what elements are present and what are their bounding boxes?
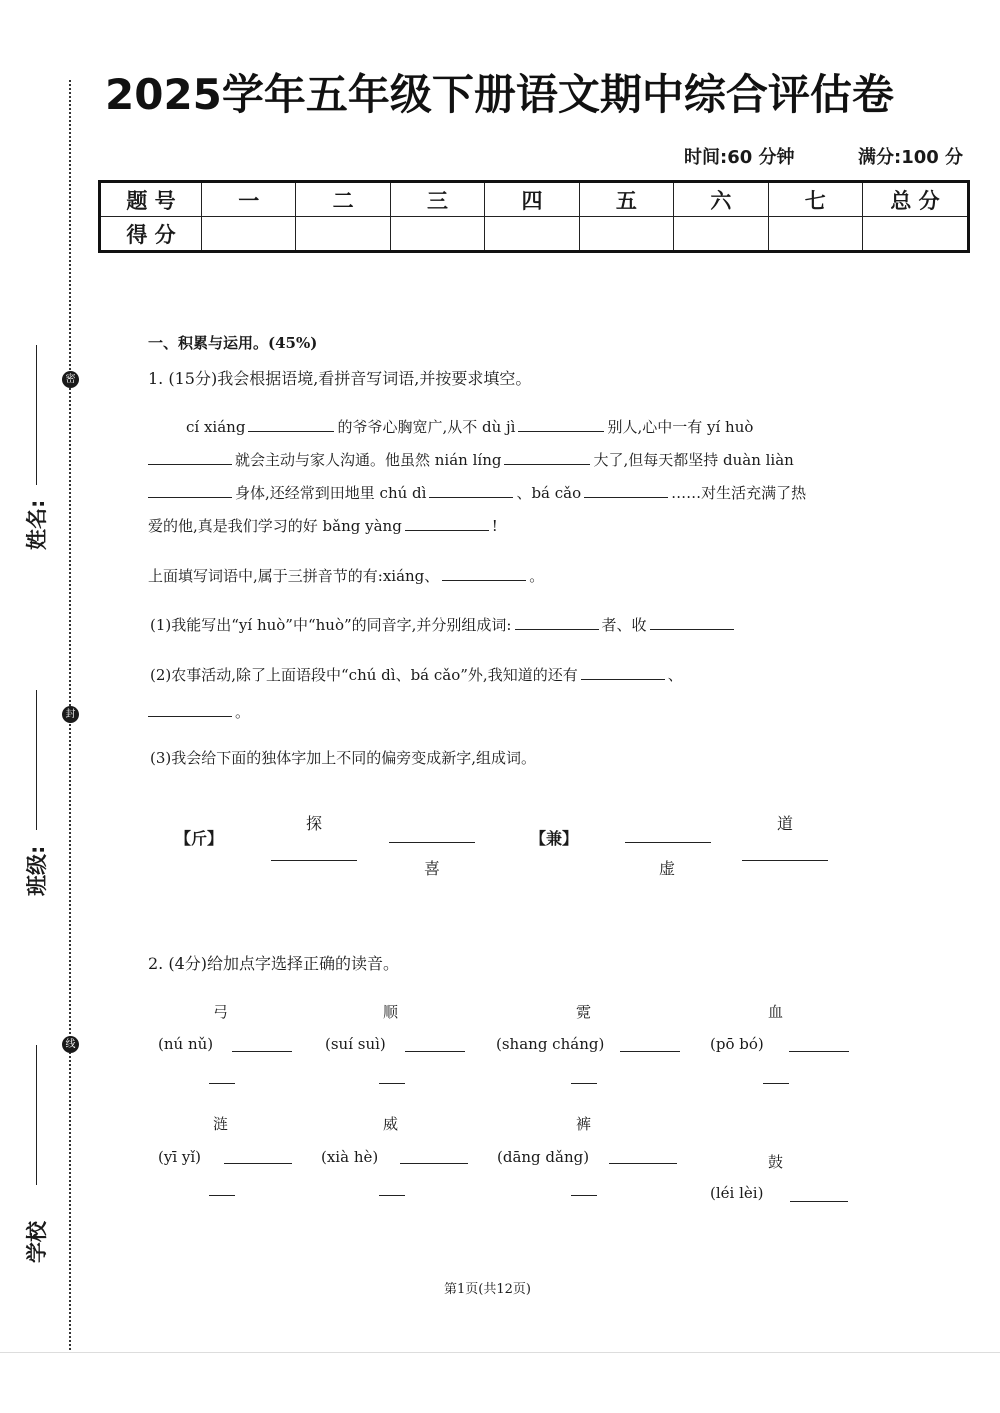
question-text: (2)农事活动,除了上面语段中“chú dì、bá cǎo”外,我知道的还有 xyxy=(150,666,578,684)
q2-options: (shang cháng) xyxy=(496,1035,605,1053)
answer-blank[interactable] xyxy=(405,1051,465,1052)
score-cell[interactable] xyxy=(674,217,768,252)
score-col-1: 一 xyxy=(202,182,296,217)
answer-blank[interactable] xyxy=(742,860,828,861)
question-text: 。 xyxy=(235,703,251,721)
q2-options: (pō bó) xyxy=(710,1035,764,1053)
answer-blank[interactable] xyxy=(271,860,357,861)
answer-blank[interactable] xyxy=(224,1163,292,1164)
question-text: 上面填写词语中,属于三拼音节的有:xiáng、 xyxy=(148,567,440,585)
score-table-score-row xyxy=(100,217,969,252)
page-title: 2025学年五年级下册语文期中综合评估卷 xyxy=(105,70,894,119)
full-score: 满分:100 分 xyxy=(858,147,964,168)
score-col-7: 七 xyxy=(768,182,862,217)
passage-line-4 xyxy=(148,515,498,536)
q2-options: (xià hè) xyxy=(321,1148,379,1166)
answer-blank[interactable] xyxy=(581,665,665,680)
answer-blank[interactable] xyxy=(609,1163,677,1164)
score-col-6: 六 xyxy=(674,182,768,217)
q2-char: 威 xyxy=(383,1115,399,1133)
score-col-2: 二 xyxy=(296,182,390,217)
passage-text: 就会主动与家人沟通。他虽然 nián líng xyxy=(235,451,502,469)
q2-options: (suí suì) xyxy=(325,1035,386,1053)
char-example-dao: 道 xyxy=(777,814,794,833)
score-col-5: 五 xyxy=(579,182,673,217)
name-label: 姓名: xyxy=(25,499,49,550)
q2-char: 涟 xyxy=(213,1115,229,1133)
three-pinyin-question xyxy=(148,565,544,586)
score-cell[interactable] xyxy=(390,217,484,252)
passage-text: 别人,心中一有 yí huò xyxy=(607,418,754,436)
sub-question-2-cont xyxy=(148,701,250,722)
answer-blank[interactable] xyxy=(442,566,526,581)
score-cell[interactable] xyxy=(863,217,969,252)
q2-options: (dāng dǎng) xyxy=(497,1148,590,1166)
radical-key-jin: 【斤】 xyxy=(175,829,224,848)
answer-blank[interactable] xyxy=(148,450,232,465)
seal-mark-feng: 封 xyxy=(62,706,79,723)
exam-time: 时间:60 分钟 xyxy=(684,147,795,168)
passage-text: 、bá cǎo xyxy=(516,484,582,502)
answer-blank[interactable] xyxy=(625,842,711,843)
score-cell[interactable] xyxy=(485,217,579,252)
dot-mark-line xyxy=(379,1195,405,1196)
passage-text: 的爷爷心胸宽广,从不 dù jì xyxy=(337,418,516,436)
class-label: 班级: xyxy=(25,845,49,896)
answer-blank[interactable] xyxy=(650,615,734,630)
section1-heading: 一、积累与运用。(45%) xyxy=(148,334,318,352)
score-cell[interactable] xyxy=(579,217,673,252)
school-fill-line xyxy=(36,1045,37,1185)
answer-blank[interactable] xyxy=(504,450,590,465)
score-table xyxy=(98,180,970,253)
q2-char: 弓 xyxy=(213,1003,229,1021)
char-example-tan: 探 xyxy=(306,814,323,833)
q2-char: 顺 xyxy=(383,1003,399,1021)
q2-options: (nú nǔ) xyxy=(158,1035,214,1053)
question-text: 。 xyxy=(529,567,545,585)
score-row-label: 得 分 xyxy=(100,217,202,252)
q1-prompt: 1. (15分)我会根据语境,看拼音写词语,并按要求填空。 xyxy=(148,369,532,388)
dot-mark-line xyxy=(209,1083,235,1084)
answer-blank[interactable] xyxy=(620,1051,680,1052)
name-fill-line xyxy=(36,345,37,485)
answer-blank[interactable] xyxy=(232,1051,292,1052)
passage-line-3 xyxy=(148,482,806,503)
passage-line-2 xyxy=(148,449,794,470)
q2-char: 鼓 xyxy=(768,1153,784,1171)
answer-blank[interactable] xyxy=(405,516,489,531)
answer-blank[interactable] xyxy=(400,1163,468,1164)
radical-key-jian: 【兼】 xyxy=(530,829,579,848)
seal-mark-mi: 密 xyxy=(62,371,79,388)
answer-blank[interactable] xyxy=(515,615,599,630)
char-example-xi: 喜 xyxy=(424,859,441,878)
score-col-3: 三 xyxy=(390,182,484,217)
dot-mark-line xyxy=(379,1083,405,1084)
passage-text: ……对生活充满了热 xyxy=(671,484,807,502)
char-example-xu: 虚 xyxy=(659,859,676,878)
answer-blank[interactable] xyxy=(789,1051,849,1052)
sub-question-1 xyxy=(150,614,737,635)
passage-line-1 xyxy=(186,416,753,437)
score-cell[interactable] xyxy=(296,217,390,252)
answer-blank[interactable] xyxy=(389,842,475,843)
question-text: (1)我能写出“yí huò”中“huò”的同音字,并分别组成词: xyxy=(150,616,512,634)
question-text: 者、收 xyxy=(601,616,647,634)
dot-mark-line xyxy=(209,1195,235,1196)
seal-mark-xian: 线 xyxy=(62,1036,79,1053)
q2-char: 裤 xyxy=(576,1115,592,1133)
score-col-4: 四 xyxy=(485,182,579,217)
q2-options: (léi lèi) xyxy=(710,1184,764,1202)
answer-blank[interactable] xyxy=(584,483,668,498)
score-col-total: 总 分 xyxy=(863,182,969,217)
answer-blank[interactable] xyxy=(148,702,232,717)
passage-text: 爱的他,真是我们学习的好 bǎng yàng xyxy=(148,517,402,535)
sub-question-3: (3)我会给下面的独体字加上不同的偏旁变成新字,组成词。 xyxy=(150,749,537,767)
q2-char: 霓 xyxy=(576,1003,592,1021)
score-cell[interactable] xyxy=(768,217,862,252)
answer-blank[interactable] xyxy=(429,483,513,498)
answer-blank[interactable] xyxy=(248,417,334,432)
pinyin-ci-xiang: cí xiáng xyxy=(186,418,246,436)
dot-mark-line xyxy=(571,1195,597,1196)
answer-blank[interactable] xyxy=(518,417,604,432)
class-fill-line xyxy=(36,690,37,830)
q2-char: 血 xyxy=(768,1003,784,1021)
sub-question-2 xyxy=(150,664,683,685)
dot-mark-line xyxy=(571,1083,597,1084)
question-text: 、 xyxy=(667,666,683,684)
score-header-label: 题 号 xyxy=(100,182,202,217)
score-table-header-row xyxy=(100,182,969,217)
passage-text: ! xyxy=(491,517,498,535)
q2-prompt: 2. (4分)给加点字选择正确的读音。 xyxy=(148,954,400,973)
page-footer: 第1页(共12页) xyxy=(444,1282,531,1297)
school-label: 学校 xyxy=(25,1221,49,1263)
passage-text: 身体,还经常到田地里 chú dì xyxy=(235,484,427,502)
score-cell[interactable] xyxy=(202,217,296,252)
answer-blank[interactable] xyxy=(148,483,232,498)
dot-mark-line xyxy=(763,1083,789,1084)
passage-text: 大了,但每天都坚持 duàn liàn xyxy=(593,451,794,469)
q2-options: (yī yǐ) xyxy=(158,1148,202,1166)
bottom-edge xyxy=(0,1352,1000,1353)
answer-blank[interactable] xyxy=(790,1201,848,1202)
